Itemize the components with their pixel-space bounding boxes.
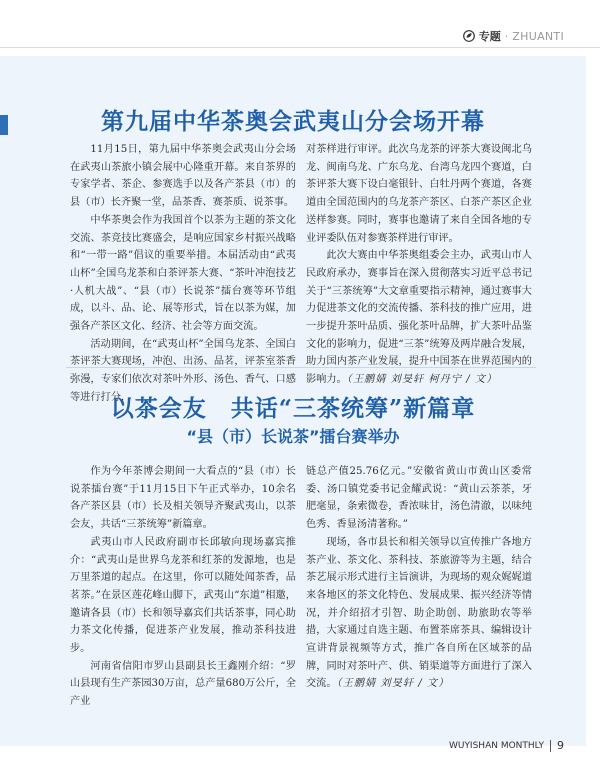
article1-author: （王鹏婧 刘旻轩 柯丹宁 / 文） [346, 374, 498, 386]
magazine-name: WUYISHAN MONTHLY [448, 740, 544, 751]
paragraph [306, 534, 532, 693]
article1-title: 第九届中华茶奥会武夷山分会场开幕 [101, 108, 485, 135]
page-footer [449, 739, 564, 752]
header-rule [0, 47, 600, 48]
paragraph-text: 此次大赛由中华茶奥组委会主办，武夷山市人民政府承办，赛事旨在深入贯彻落实习近平总书记关于“三茶统筹”大文章重要指示精神，通过赛事大力促进茶文化的交流传播、茶科技的推广应用，进一步提升茶叶品质、强化茶叶品牌，扩大茶叶品鉴文化的影响力，促进“三茶”统筹及两岸融合发展，助力国内茶产业发展，提升中国茶在世界范围内的影响力。 [306, 250, 532, 386]
paragraph: 对茶样进行审评。此次乌龙茶的评茶大赛设闽北乌龙、闽南乌龙、广东乌龙、台湾乌龙四个赛道，白茶评茶大赛下设白毫银针、白牡丹两个赛道，各赛道由全国范围内的乌龙茶产茶区、白茶产茶区企业送样参赛。同时，赛事也邀请了来自全国各地的专业评委队伍对参赛茶样进行审评。 [306, 144, 532, 244]
article2-left-column [70, 463, 296, 711]
tea-leaf-logo-icon [463, 30, 475, 42]
paragraph: 11月15日，第九届中华茶奥会武夷山分会场在武夷山茶旅小镇会展中心隆重开幕。来自茶界的专家学者、茶企、参赛选手以及各产茶县（市）的县（市）长齐聚一堂，品茶香、赛茶质、说茶事。 [70, 144, 296, 209]
page-number: 9 [557, 739, 564, 752]
footer-separator [550, 740, 551, 752]
paragraph: 链总产值25.76亿元。”安徽省黄山市黄山区委常委、汤口镇党委书记金耀武说：“黄山云茶茶，牙肥毫显，条索微卷，香浓味甘，汤色清澈，以味纯色秀、香显汤清著称。” [306, 466, 532, 531]
paragraph: 作为今年茶博会期间一大看点的“县（市）长说茶擂台赛”于11月15日下午正式举办，10余名各产茶区县（市）长及相关领导齐聚武夷山，以茶会友，共话“三茶统筹”新篇章。 [70, 466, 296, 531]
paragraph: 武夷山市人民政府副市长邱敏向现场嘉宾推介：“武夷山是世界乌龙茶和红茶的发源地，也是万里茶道的起点。在这里，你可以随处闻茶香，品茗茶。”在景区莲花峰山脚下，武夷山“东道”相邀，邀请各县（市）长和领导嘉宾们共话茶事，同心助力茶文化传播，促进茶产业发展，推动茶科技进步。 [70, 536, 296, 655]
paragraph: 活动期间，在“武夷山杯”全国乌龙茶、全国白茶评茶大赛现场，冲泡、出汤、品茗，评茶室茶香弥漫，专家们依次对茶叶外形、汤色、香气、口感等进行打分， [70, 338, 296, 403]
article2-author: （王鹏婧 刘旻轩 / 文） [336, 678, 450, 690]
paragraph-text: 现场，各市县长和相关领导以宣传推广各地方茶产业、茶文化、茶科技、茶旅游等为主题，结合茶艺展示形式进行主旨演讲，为现场的观众娓娓道来各地区的茶文化特色、发展成果、振兴经济等情况，并介绍招才引智、助企助创、助旅助农等举措，大家通过自选主题、布置茶席茶具、编辑设计宣讲背景视频等方式，推广各自所在区域茶的品牌，同时对茶叶产、供、销渠道等方面进行了深入交流。 [306, 536, 532, 690]
article2-subtitle: “县（市）长说茶”擂台赛举办 [186, 427, 400, 446]
section-name-en: · ZHUANTI [504, 29, 564, 43]
article2-title: 以茶会友 共话“三茶统筹”新篇章 [110, 395, 476, 422]
paragraph: 河南省信阳市罗山县副县长王鑫刚介绍：“罗山县现有生产茶园30万亩，总产量680万公斤，全产业 [70, 660, 296, 708]
section-name-zh: 专题 [478, 30, 501, 43]
article1-right-column [306, 141, 532, 389]
article2-right-column [306, 463, 532, 693]
panel-edge [586, 56, 600, 746]
section-header [463, 28, 564, 44]
article-divider [66, 367, 536, 368]
paragraph: 中华茶奥会作为我国首个以茶为主题的茶文化交流、茶竞技比赛盛会，是响应国家乡村振兴战略和“一带一路”倡议的重要举措。本届活动由“武夷山杯”全国乌龙茶和白茶评茶大赛、“茶叶冲泡技艺·人机大战”、“县（市）长说茶”擂台赛等环节组成，以斗、品、论、展等形式，旨在以茶为媒，加强各产茶区文化、经济、社会等方面交流。 [70, 214, 296, 333]
